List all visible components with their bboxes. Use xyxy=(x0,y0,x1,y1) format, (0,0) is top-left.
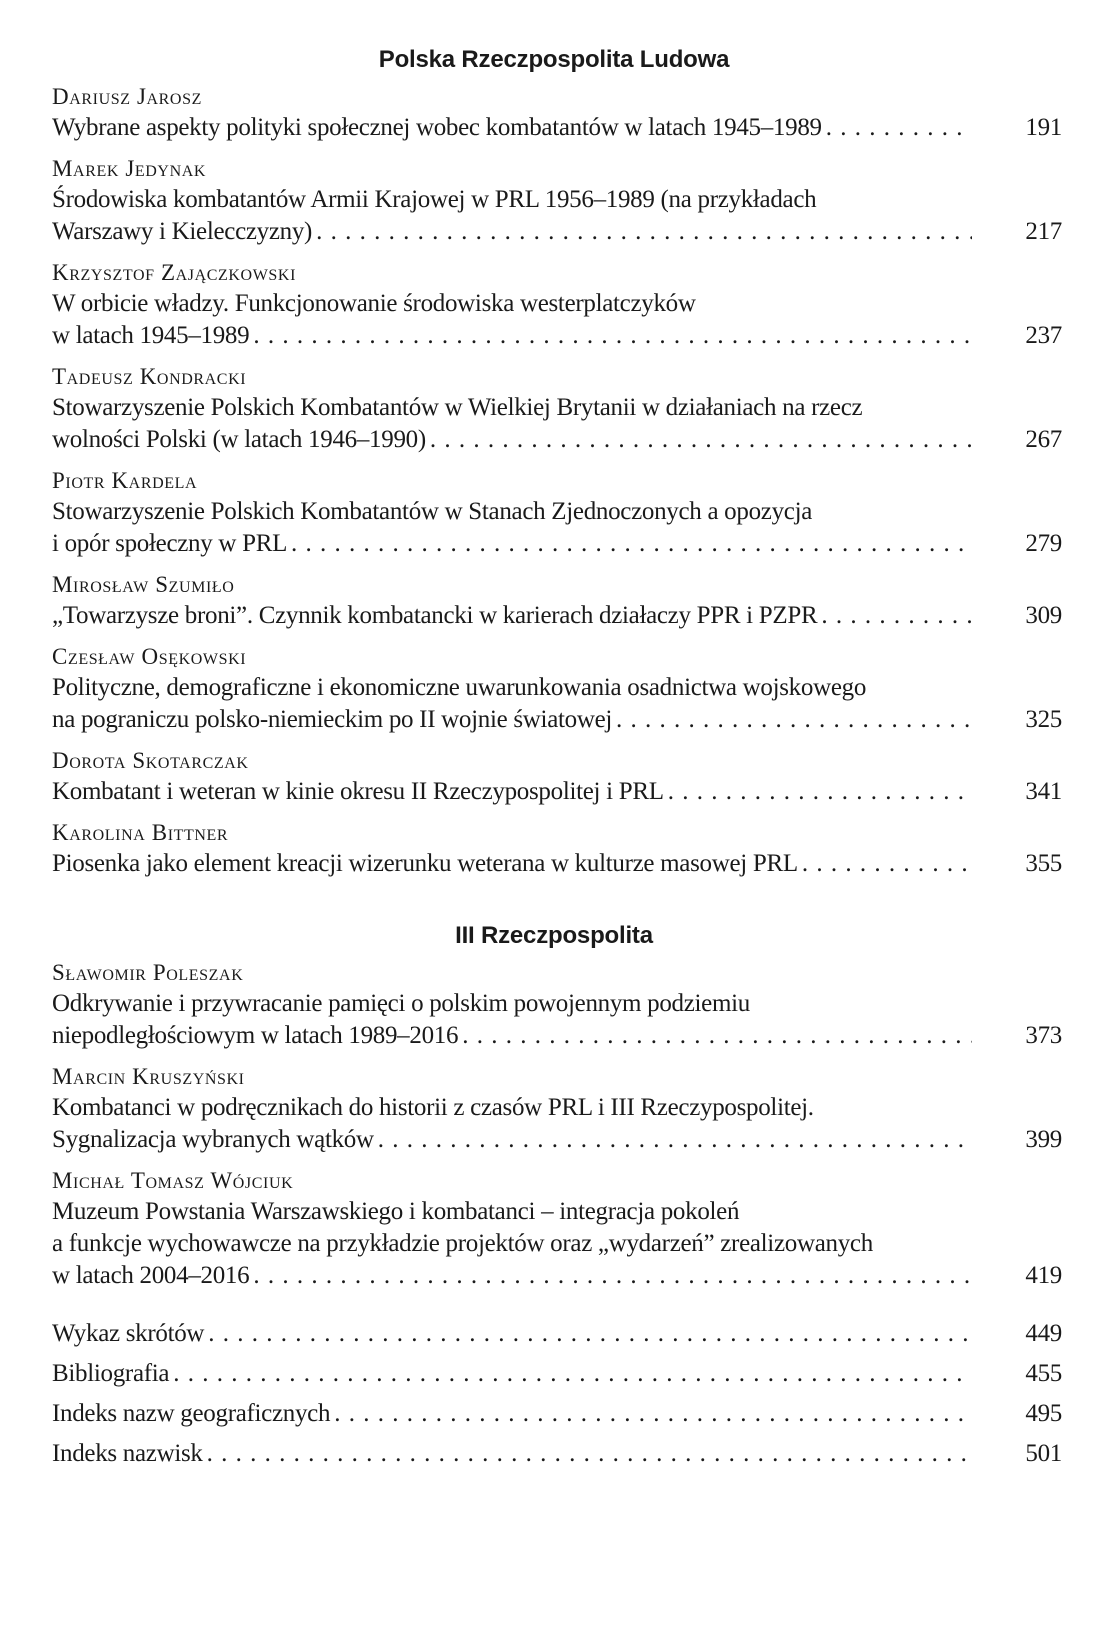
toc-entry-title: Stowarzyszenie Polskich Kombatantów w Wielkiej Brytanii w działaniach na rzecz xyxy=(52,394,863,421)
page-number: 501 xyxy=(1025,1440,1062,1467)
author-name: Michał Tomasz Wójciuk xyxy=(52,1168,294,1193)
page-number: 267 xyxy=(1025,426,1062,453)
page-number: 191 xyxy=(1025,114,1062,141)
author-name: Mirosław Szumiło xyxy=(52,572,235,597)
toc-entry-title-line xyxy=(52,320,1062,352)
toc-entry-title: Sygnalizacja wybranych wątków xyxy=(52,1126,374,1153)
table-of-contents xyxy=(52,38,1062,1474)
dot-leader xyxy=(822,112,972,144)
author-name: Krzysztof Zajączkowski xyxy=(52,260,296,285)
page-number: 279 xyxy=(1025,530,1062,557)
toc-entry-title: Środowiska kombatantów Armii Krajowej w PRL 1956–1989 (na przykładach xyxy=(52,186,817,213)
back-matter-item xyxy=(52,1394,1062,1434)
toc-entry-title: w latach 1945–1989 xyxy=(52,322,250,349)
dot-leader xyxy=(817,600,972,632)
dot-leader xyxy=(798,848,972,880)
author-name: Tadeusz Kondracki xyxy=(52,364,247,389)
author-name: Czesław Osękowski xyxy=(52,644,247,669)
toc-entry-title-line xyxy=(52,424,1062,456)
toc-entry-title: Indeks nazw geograficznych xyxy=(52,1400,331,1427)
page-number: 341 xyxy=(1025,778,1062,805)
toc-entry-title: Wykaz skrótów xyxy=(52,1320,205,1347)
toc-entry xyxy=(52,642,1062,736)
toc-entry-title: Muzeum Powstania Warszawskiego i kombatanci – integracja pokoleń xyxy=(52,1198,740,1225)
toc-entry-title-line xyxy=(52,776,1062,808)
dot-leader xyxy=(426,424,972,456)
toc-entry-title-line xyxy=(52,112,1062,144)
page-number: 325 xyxy=(1025,706,1062,733)
back-matter-item xyxy=(52,1354,1062,1394)
toc-entry-title: W orbicie władzy. Funkcjonowanie środowiska westerplatczyków xyxy=(52,290,696,317)
page-number: 449 xyxy=(1025,1320,1062,1347)
dot-leader xyxy=(204,1314,972,1354)
dot-leader xyxy=(458,1020,972,1052)
page-number: 455 xyxy=(1025,1360,1062,1387)
dot-leader xyxy=(330,1394,972,1434)
toc-entry-title-line xyxy=(52,1124,1062,1156)
toc-entry-title: wolności Polski (w latach 1946–1990) xyxy=(52,426,426,453)
toc-entry xyxy=(52,154,1062,248)
author-name: Marek Jedynak xyxy=(52,156,207,181)
author-name: Dariusz Jarosz xyxy=(52,84,202,109)
toc-entry-title: Wybrane aspekty polityki społecznej wobec kombatantów w latach 1945–1989 xyxy=(52,114,822,141)
toc-entry-title: Odkrywanie i przywracanie pamięci o polskim powojennym podziemiu xyxy=(52,990,750,1017)
dot-leader xyxy=(249,320,972,352)
page-number: 355 xyxy=(1025,850,1062,877)
toc-sections xyxy=(52,46,1062,1292)
dot-leader xyxy=(612,704,972,736)
toc-entry xyxy=(52,1062,1062,1156)
toc-entry-title-line xyxy=(52,216,1062,248)
toc-entry xyxy=(52,466,1062,560)
toc-entry-title: Warszawy i Kielecczyzny) xyxy=(52,218,313,245)
back-matter-item xyxy=(52,1434,1062,1474)
toc-entry xyxy=(52,258,1062,352)
page-number: 399 xyxy=(1025,1126,1062,1153)
toc-entry-title-line xyxy=(52,1020,1062,1052)
toc-entry-title: niepodległościowym w latach 1989–2016 xyxy=(52,1022,459,1049)
page-number: 217 xyxy=(1025,218,1062,245)
toc-entry-title-line xyxy=(52,528,1062,560)
section-heading: Polska Rzeczpospolita Ludowa xyxy=(378,46,730,73)
toc-entry-title-line xyxy=(52,848,1062,880)
back-matter-list xyxy=(52,1314,1062,1474)
dot-leader xyxy=(249,1260,972,1292)
page-number: 309 xyxy=(1025,602,1062,629)
toc-entry xyxy=(52,958,1062,1052)
dot-leader xyxy=(287,528,972,560)
toc-entry-title: Bibliografia xyxy=(52,1360,170,1387)
toc-entry-title: „Towarzysze broni”. Czynnik kombatancki w karierach działaczy PPR i PZPR xyxy=(52,602,818,629)
toc-entry xyxy=(52,570,1062,632)
toc-entry-title: Piosenka jako element kreacji wizerunku weterana w kulturze masowej PRL xyxy=(52,850,798,877)
toc-entry-title: i opór społeczny w PRL xyxy=(52,530,288,557)
page-number: 495 xyxy=(1025,1400,1062,1427)
author-name: Piotr Kardela xyxy=(52,468,198,493)
author-name: Dorota Skotarczak xyxy=(52,748,249,773)
toc-entry-title-line xyxy=(52,704,1062,736)
back-matter-item xyxy=(52,1314,1062,1354)
dot-leader xyxy=(664,776,972,808)
toc-entry-title: Indeks nazwisk xyxy=(52,1440,203,1467)
toc-entry-title: na pograniczu polsko-niemieckim po II wojnie światowej xyxy=(52,706,613,733)
page-number: 237 xyxy=(1025,322,1062,349)
toc-entry xyxy=(52,746,1062,808)
dot-leader xyxy=(374,1124,972,1156)
toc-entry-title-line xyxy=(52,1260,1062,1292)
author-name: Sławomir Poleszak xyxy=(52,960,244,985)
toc-entry-title: Kombatanci w podręcznikach do historii z czasów PRL i III Rzeczypospolitej. xyxy=(52,1094,814,1121)
author-name: Marcin Kruszyński xyxy=(52,1064,245,1089)
toc-entry xyxy=(52,818,1062,880)
page-number: 373 xyxy=(1025,1022,1062,1049)
toc-entry-title: Kombatant i weteran w kinie okresu II Rzeczypospolitej i PRL xyxy=(52,778,664,805)
toc-entry xyxy=(52,362,1062,456)
page-number: 419 xyxy=(1025,1262,1062,1289)
toc-entry xyxy=(52,82,1062,144)
toc-entry-title: Polityczne, demograficzne i ekonomiczne uwarunkowania osadnictwa wojskowego xyxy=(52,674,867,701)
author-name: Karolina Bittner xyxy=(52,820,229,845)
toc-entry-title: Stowarzyszenie Polskich Kombatantów w Stanach Zjednoczonych a opozycja xyxy=(52,498,813,525)
dot-leader xyxy=(312,216,972,248)
toc-entry-title-line xyxy=(52,600,1062,632)
dot-leader xyxy=(169,1354,972,1394)
toc-entry-title: a funkcje wychowawcze na przykładzie projektów oraz „wydarzeń” zrealizowanych xyxy=(52,1230,873,1257)
toc-entry-title: w latach 2004–2016 xyxy=(52,1262,250,1289)
dot-leader xyxy=(203,1434,972,1474)
section-heading: III Rzeczpospolita xyxy=(455,922,653,949)
toc-entry xyxy=(52,1166,1062,1292)
